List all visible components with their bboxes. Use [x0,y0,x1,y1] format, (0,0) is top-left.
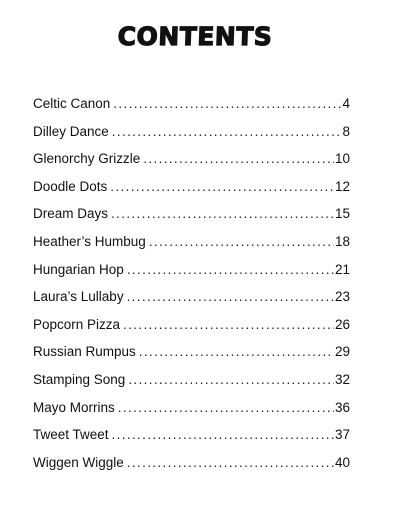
toc-entry[interactable] [33,372,350,400]
toc-entry-title: Popcorn Pizza [33,316,121,332]
toc-entry[interactable] [33,289,350,317]
dot-leader [127,289,334,304]
toc-entry-title: Tweet Tweet [33,427,109,443]
toc-entry-title: Dream Days [33,206,109,222]
dot-leader [139,344,334,359]
toc-entry-page: 37 [334,427,350,443]
toc-entry-title: Heather’s Humbug [33,233,146,249]
toc-entry-title: Glenorchy Grizzle [33,151,141,167]
dot-leader [123,317,334,332]
dot-leader [113,96,341,111]
dot-leader [128,372,334,387]
toc-entry-page: 18 [334,233,350,249]
toc-entry-page: 10 [334,151,350,167]
dot-leader [111,206,334,221]
toc-entry-page: 40 [334,454,350,470]
toc-entry-page: 21 [334,261,350,277]
toc-entry[interactable] [33,455,350,483]
toc-entry-title: Stamping Song [33,371,126,387]
dot-leader [110,179,334,194]
toc-entry-title: Mayo Morrins [33,399,115,415]
dot-leader [112,427,334,442]
dot-leader [143,151,334,166]
toc-entry-title: Hungarian Hop [33,261,124,277]
toc-entry-page: 12 [334,178,350,194]
dot-leader [149,234,334,249]
toc-entry-page: 36 [334,399,350,415]
toc-entry-page: 26 [334,316,350,332]
toc-entry-title: Wiggen Wiggle [33,454,124,470]
toc-entry[interactable] [33,96,350,124]
page-title: CONTENTS [117,22,273,51]
toc-entry[interactable] [33,124,350,152]
toc-entry[interactable] [33,344,350,372]
table-of-contents [33,96,350,482]
toc-entry-title: Doodle Dots [33,178,108,194]
toc-entry-page: 15 [334,206,350,222]
dot-leader [127,262,334,277]
toc-entry-page: 8 [342,123,350,139]
toc-entry-page: 4 [342,96,350,111]
toc-entry-page: 32 [334,371,350,387]
toc-entry[interactable] [33,317,350,345]
toc-entry-title: Celtic Canon [33,96,111,111]
toc-entry-title: Laura’s Lullaby [33,289,124,305]
toc-entry[interactable] [33,262,350,290]
toc-entry[interactable] [33,206,350,234]
dot-leader [112,124,342,139]
toc-entry[interactable] [33,427,350,455]
toc-entry-title: Dilley Dance [33,123,109,139]
toc-entry[interactable] [33,400,350,428]
dot-leader [127,455,334,470]
toc-entry[interactable] [33,234,350,262]
toc-entry-page: 29 [334,344,350,360]
toc-entry-page: 23 [334,289,350,305]
dot-leader [118,400,334,415]
toc-entry-title: Russian Rumpus [33,344,136,360]
toc-entry[interactable] [33,179,350,207]
toc-entry[interactable] [33,151,350,179]
